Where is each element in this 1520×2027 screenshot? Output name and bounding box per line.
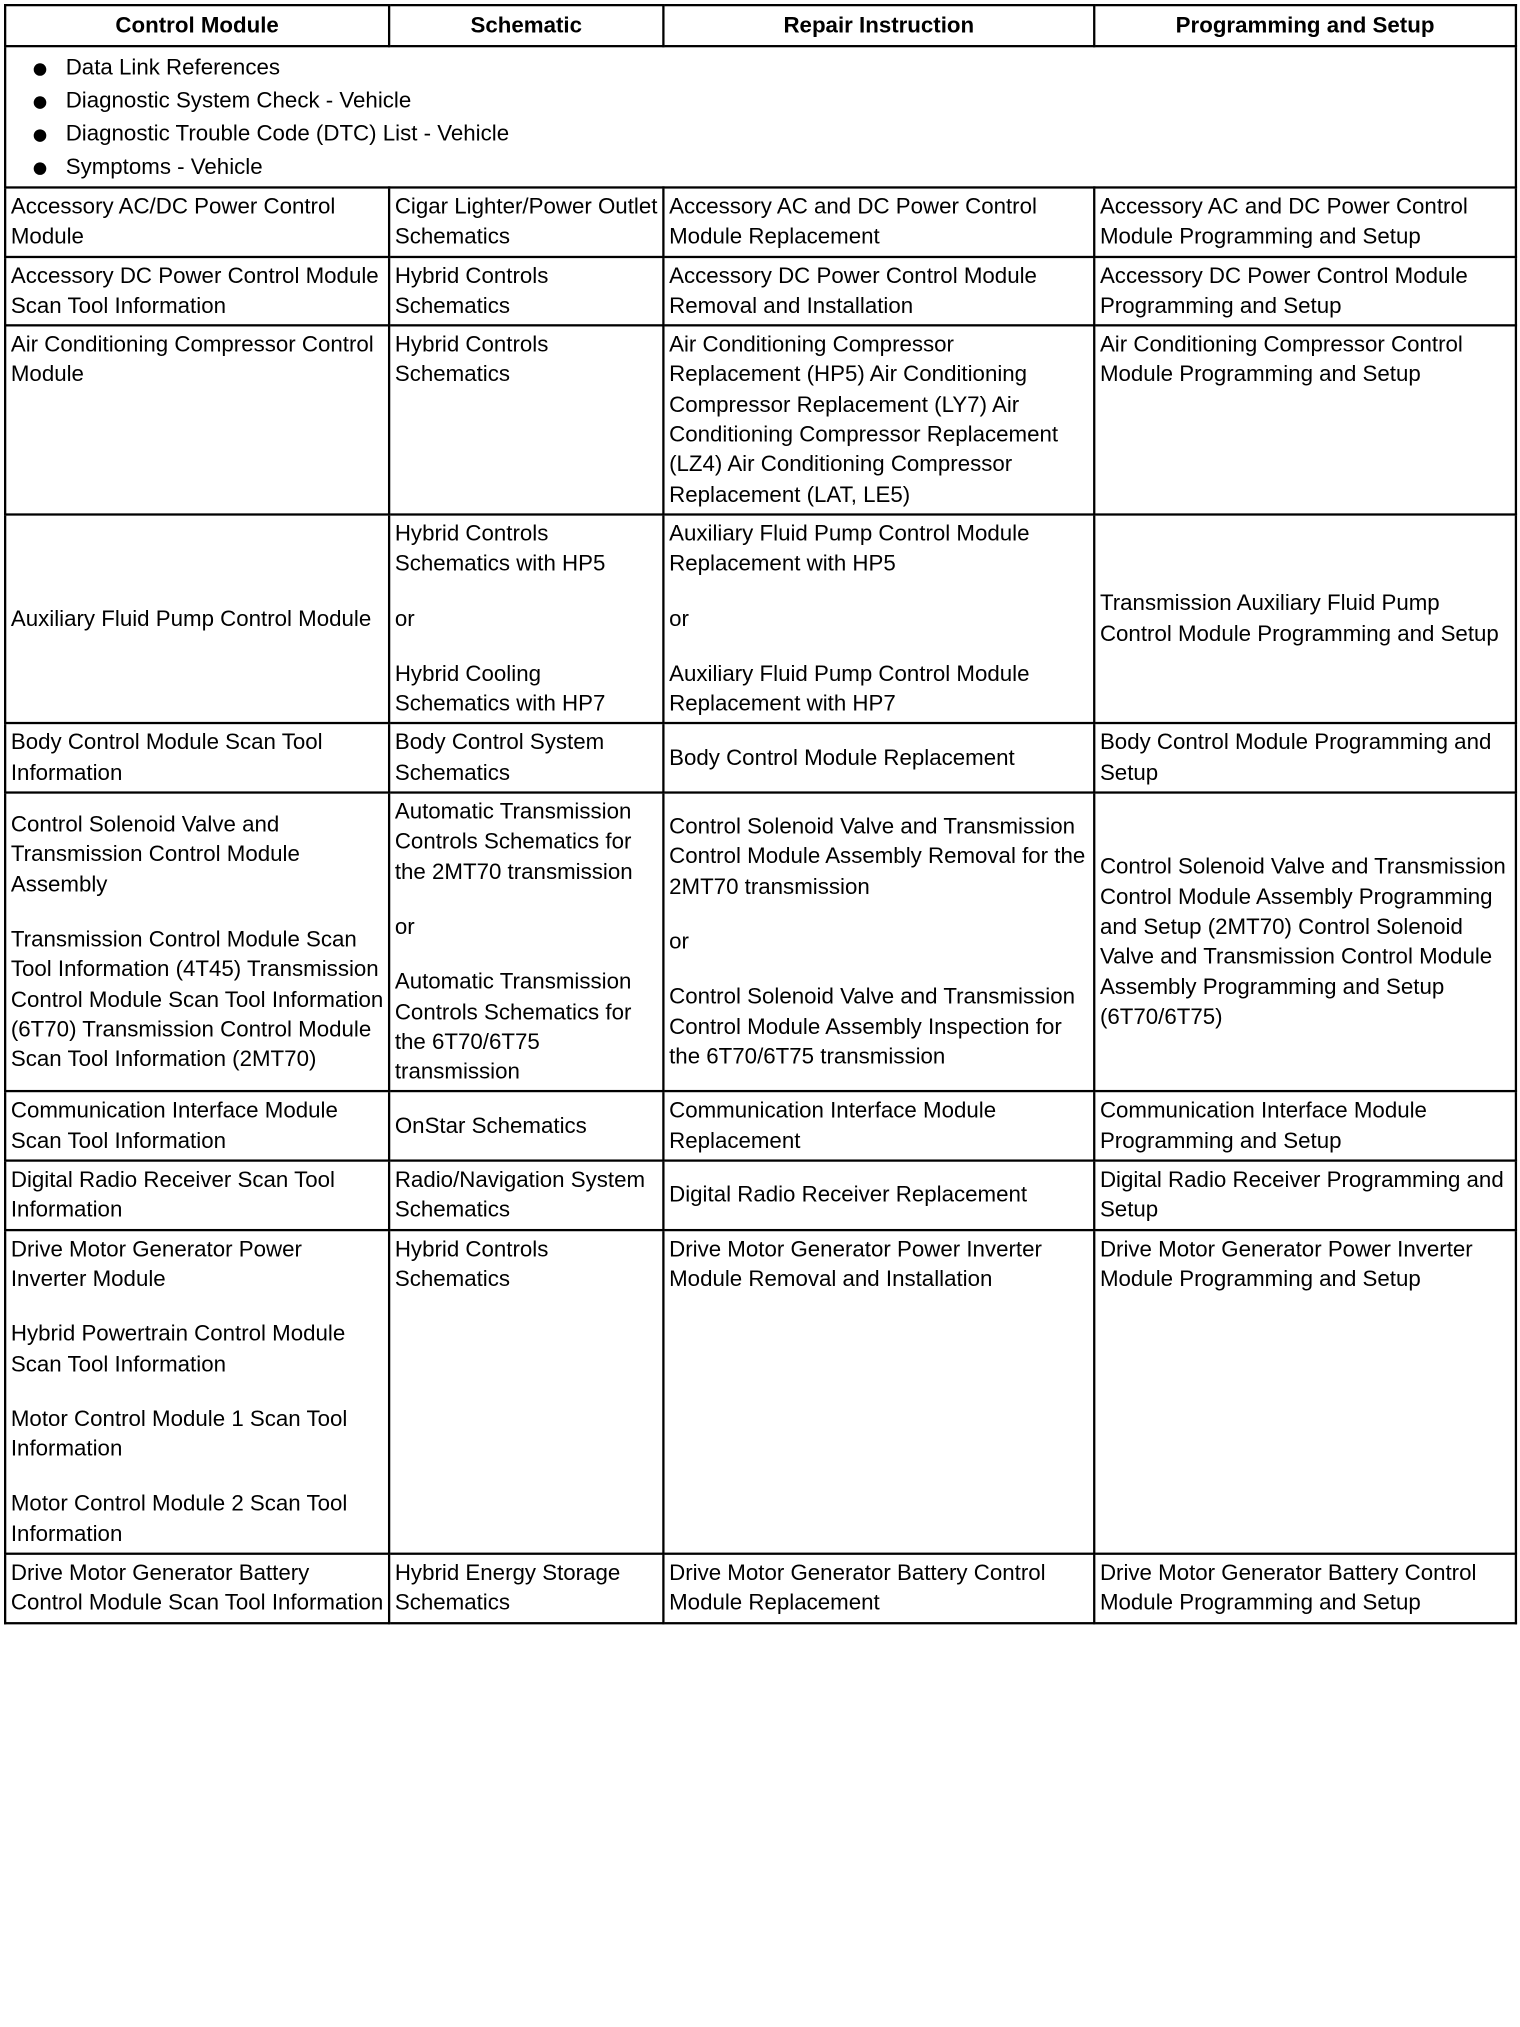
repair-instruction-text[interactable]: Drive Motor Generator Battery Control Module Replacement [669,1560,1046,1616]
control-module-cell [5,1230,389,1554]
repair-instruction-text[interactable]: Auxiliary Fluid Pump Control Module Replacement with HP5 [669,521,1030,577]
repair-instruction-text[interactable]: Auxiliary Fluid Pump Control Module Replacement with HP7 [669,661,1030,717]
programming-text[interactable]: Accessory DC Power Control Module Programming and Setup [1099,263,1468,319]
control-module-text[interactable]: Air Conditioning Compressor Control Module [10,332,374,388]
schematic-text[interactable]: Hybrid Controls Schematics with HP5 [394,521,606,577]
repair-instruction-cell [663,187,1094,256]
reference-item[interactable] [27,151,1510,184]
control-module-cell [5,1161,389,1230]
table-row [5,1554,1516,1623]
repair-instruction-cell [663,724,1094,793]
control-module-cell [5,514,389,723]
programming-text[interactable]: Digital Radio Receiver Programming and Setup [1099,1167,1504,1223]
programming-cell [1094,1230,1516,1554]
control-module-cell [5,724,389,793]
or-separator: or [669,606,689,632]
references-row [5,46,1516,187]
bullet-icon [34,129,47,142]
schematic-text[interactable]: Radio/Navigation System Schematics [394,1167,646,1223]
programming-text[interactable]: Control Solenoid Valve and Transmission Control Module Assembly Programming and Setup (2MT70) Control Solenoid Valve and Transmission Control Module Assembly Programming and Setup (6T70/6T75) [1099,854,1506,1030]
schematic-text[interactable]: Automatic Transmission Controls Schematics for the 6T70/6T75 transmission [394,969,632,1085]
control-module-text[interactable]: Drive Motor Generator Battery Control Module Scan Tool Information [10,1560,384,1616]
reference-item[interactable] [27,85,1510,118]
repair-instruction-cell [663,793,1094,1092]
bullet-icon [34,162,47,175]
control-module-text[interactable]: Drive Motor Generator Power Inverter Module [10,1236,302,1292]
programming-text[interactable]: Drive Motor Generator Battery Control Module Programming and Setup [1099,1560,1477,1616]
repair-instruction-text[interactable]: Body Control Module Replacement [669,745,1015,771]
repair-instruction-text[interactable]: Control Solenoid Valve and Transmission Control Module Assembly Inspection for the 6T70/6T75 transmission [669,984,1075,1070]
header-programming-and-setup: Programming and Setup [1094,5,1516,46]
schematic-cell [389,1230,663,1554]
or-separator: or [669,929,689,955]
header-control-module: Control Module [5,5,389,46]
control-module-text[interactable]: Body Control Module Scan Tool Information [10,730,323,786]
control-module-text[interactable]: Hybrid Powertrain Control Module Scan Tool Information [10,1321,346,1377]
control-module-cell [5,1554,389,1623]
table-row [5,1161,1516,1230]
reference-item[interactable] [27,52,1510,85]
repair-instruction-cell [663,1092,1094,1161]
control-module-text[interactable]: Accessory DC Power Control Module Scan Tool Information [10,263,379,319]
programming-cell [1094,514,1516,723]
repair-instruction-text[interactable]: Air Conditioning Compressor Replacement (HP5) Air Conditioning Compressor Replacement (LY7) Air Conditioning Compressor Replacement (LZ4) Air Conditioning Compressor Replacement (LAT, LE5) [669,332,1059,508]
repair-instruction-text[interactable]: Accessory DC Power Control Module Removal and Installation [669,263,1037,319]
schematic-text[interactable]: Hybrid Energy Storage Schematics [394,1560,621,1616]
control-module-text[interactable]: Accessory AC/DC Power Control Module [10,194,336,250]
control-module-text[interactable]: Communication Interface Module Scan Tool Information [10,1098,338,1154]
programming-cell [1094,724,1516,793]
table-row [5,257,1516,326]
table-row [5,326,1516,515]
repair-instruction-cell [663,514,1094,723]
table-row [5,514,1516,723]
table-row [5,187,1516,256]
schematic-cell [389,257,663,326]
reference-label: Diagnostic Trouble Code (DTC) List - Vehicle [65,121,510,147]
schematic-text[interactable]: Hybrid Controls Schematics [394,263,549,319]
programming-cell [1094,1092,1516,1161]
repair-instruction-cell [663,1230,1094,1554]
schematic-text[interactable]: Hybrid Cooling Schematics with HP7 [394,661,606,717]
control-module-text[interactable]: Motor Control Module 1 Scan Tool Information [10,1406,348,1462]
programming-cell [1094,793,1516,1092]
programming-text[interactable]: Transmission Auxiliary Fluid Pump Control Module Programming and Setup [1099,591,1499,647]
repair-instruction-text[interactable]: Digital Radio Receiver Replacement [669,1182,1028,1208]
schematic-cell [389,326,663,515]
reference-label: Diagnostic System Check - Vehicle [65,88,412,114]
repair-instruction-cell [663,1161,1094,1230]
repair-instruction-cell [663,257,1094,326]
programming-cell [1094,1161,1516,1230]
schematic-text[interactable]: Hybrid Controls Schematics [394,1236,549,1292]
programming-cell [1094,1554,1516,1623]
schematic-cell [389,187,663,256]
table-row [5,1230,1516,1554]
schematic-cell [389,514,663,723]
or-separator: or [394,606,415,632]
reference-item[interactable] [27,118,1510,151]
control-module-cell [5,257,389,326]
programming-text[interactable]: Body Control Module Programming and Setup [1099,730,1492,786]
header-repair-instruction: Repair Instruction [663,5,1094,46]
control-module-text[interactable]: Digital Radio Receiver Scan Tool Information [10,1167,335,1223]
control-module-text[interactable]: Control Solenoid Valve and Transmission Control Module Assembly [10,811,300,897]
programming-text[interactable]: Accessory AC and DC Power Control Module Programming and Setup [1099,194,1468,250]
control-module-text[interactable]: Auxiliary Fluid Pump Control Module [10,606,372,632]
schematic-text[interactable]: Body Control System Schematics [394,730,605,786]
repair-instruction-text[interactable]: Accessory AC and DC Power Control Module Replacement [669,194,1037,250]
header-row [5,5,1516,46]
references-cell [5,46,1516,187]
schematic-cell [389,1554,663,1623]
reference-label: Data Link References [65,55,281,81]
control-module-cell [5,326,389,515]
schematic-cell [389,724,663,793]
programming-cell [1094,187,1516,256]
schematic-text[interactable]: Hybrid Controls Schematics [394,332,549,388]
programming-cell [1094,257,1516,326]
programming-text[interactable]: Air Conditioning Compressor Control Module Programming and Setup [1099,332,1463,388]
repair-instruction-cell [663,1554,1094,1623]
table-row [5,1092,1516,1161]
service-information-table [4,4,1517,1624]
control-module-text[interactable]: Motor Control Module 2 Scan Tool Information [10,1491,348,1547]
schematic-text[interactable]: Cigar Lighter/Power Outlet Schematics [394,194,658,250]
table-row [5,724,1516,793]
schematic-text[interactable]: OnStar Schematics [394,1113,587,1139]
references-list [11,52,1510,184]
or-separator: or [394,914,415,940]
schematic-cell [389,793,663,1092]
table-row [5,793,1516,1092]
schematic-cell [389,1092,663,1161]
document-page [4,4,1520,2027]
programming-cell [1094,326,1516,515]
reference-label: Symptoms - Vehicle [65,154,263,180]
repair-instruction-text[interactable]: Communication Interface Module Replacement [669,1098,997,1154]
programming-text[interactable]: Communication Interface Module Programming and Setup [1099,1098,1427,1154]
schematic-text[interactable]: Automatic Transmission Controls Schematics for the 2MT70 transmission [394,799,633,885]
bullet-icon [34,63,47,76]
programming-text[interactable]: Drive Motor Generator Power Inverter Module Programming and Setup [1099,1236,1473,1292]
repair-instruction-text[interactable]: Control Solenoid Valve and Transmission Control Module Assembly Removal for the 2MT70 transmission [669,814,1086,900]
control-module-text[interactable]: Transmission Control Module Scan Tool Information (4T45) Transmission Control Module Scan Tool Information (6T70) Transmission Control Module Scan Tool Information (2MT70) [10,926,384,1072]
control-module-cell [5,187,389,256]
repair-instruction-cell [663,326,1094,515]
bullet-icon [34,96,47,109]
control-module-cell [5,1092,389,1161]
header-schematic: Schematic [389,5,663,46]
schematic-cell [389,1161,663,1230]
repair-instruction-text[interactable]: Drive Motor Generator Power Inverter Module Removal and Installation [669,1236,1042,1292]
control-module-cell [5,793,389,1092]
